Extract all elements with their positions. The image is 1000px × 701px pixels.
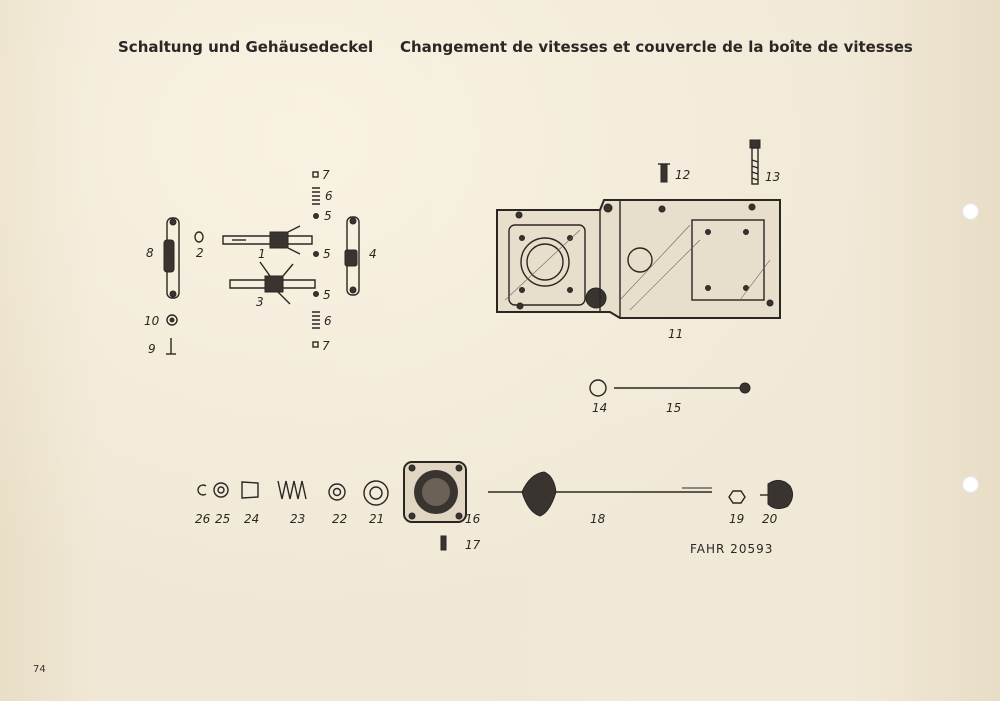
label-part-1: 1 <box>258 247 266 261</box>
label-part-9: 9 <box>148 342 156 356</box>
label-part-10: 10 <box>144 314 160 328</box>
label-part-5-a: 5 <box>324 209 332 223</box>
label-part-4: 4 <box>369 247 377 261</box>
detent-parts-lower <box>312 292 320 348</box>
part-22-washer <box>329 484 345 500</box>
label-part-16: 16 <box>465 512 481 526</box>
label-part-18: 18 <box>590 512 606 526</box>
label-part-6-bottom: 6 <box>324 314 332 328</box>
part-9-screw <box>166 338 176 354</box>
label-part-5-b: 5 <box>323 247 331 261</box>
label-part-25: 25 <box>215 512 231 526</box>
part-10-nut <box>167 315 177 325</box>
part-20-knob <box>760 480 793 508</box>
page-title-french: Changement de vitesses et couvercle de la boîte de vitesses <box>400 38 913 56</box>
part-1-shift-rod <box>223 226 312 254</box>
label-part-24: 24 <box>244 512 260 526</box>
part-14-ring <box>590 380 606 396</box>
label-part-5-c: 5 <box>323 288 331 302</box>
part-19-nut <box>729 491 745 503</box>
label-part-7-bottom: 7 <box>322 339 330 353</box>
part-17-screw <box>441 536 446 550</box>
label-part-2: 2 <box>196 246 204 260</box>
part-12-screw <box>658 164 670 182</box>
part-26-circlip <box>198 485 206 495</box>
label-part-7-top: 7 <box>322 168 330 182</box>
part-11-gearbox-cover <box>497 200 780 318</box>
label-part-19: 19 <box>729 512 745 526</box>
part-3-shift-rod <box>230 262 315 304</box>
part-2-ball <box>195 232 203 242</box>
part-13-bolt <box>750 140 760 184</box>
label-part-22: 22 <box>332 512 348 526</box>
part-23-spring <box>278 481 306 499</box>
label-part-11: 11 <box>668 327 684 341</box>
part-25-washer <box>214 483 228 497</box>
part-21-washer <box>364 481 388 505</box>
label-part-14: 14 <box>592 401 608 415</box>
drawing-reference-code: FAHR 20593 <box>690 542 774 556</box>
part-24-bushing <box>242 482 258 498</box>
label-part-8: 8 <box>146 246 154 260</box>
part-18-shift-lever <box>488 472 712 516</box>
label-part-13: 13 <box>765 170 781 184</box>
label-part-15: 15 <box>666 401 682 415</box>
label-part-26: 26 <box>195 512 211 526</box>
label-part-17: 17 <box>465 538 481 552</box>
page-title-german: Schaltung und Gehäusedeckel <box>118 38 374 56</box>
detent-parts-upper <box>312 172 320 257</box>
part-4-shift-bracket <box>345 217 359 295</box>
part-16-housing <box>404 462 466 522</box>
part-8-shift-bracket <box>164 218 179 298</box>
label-part-20: 20 <box>762 512 778 526</box>
label-part-12: 12 <box>675 168 691 182</box>
part-15-rod <box>614 383 750 393</box>
label-part-6-top: 6 <box>325 189 333 203</box>
page-number: 74 <box>33 664 46 675</box>
label-part-3: 3 <box>256 295 264 309</box>
label-part-23: 23 <box>290 512 306 526</box>
label-part-21: 21 <box>369 512 385 526</box>
